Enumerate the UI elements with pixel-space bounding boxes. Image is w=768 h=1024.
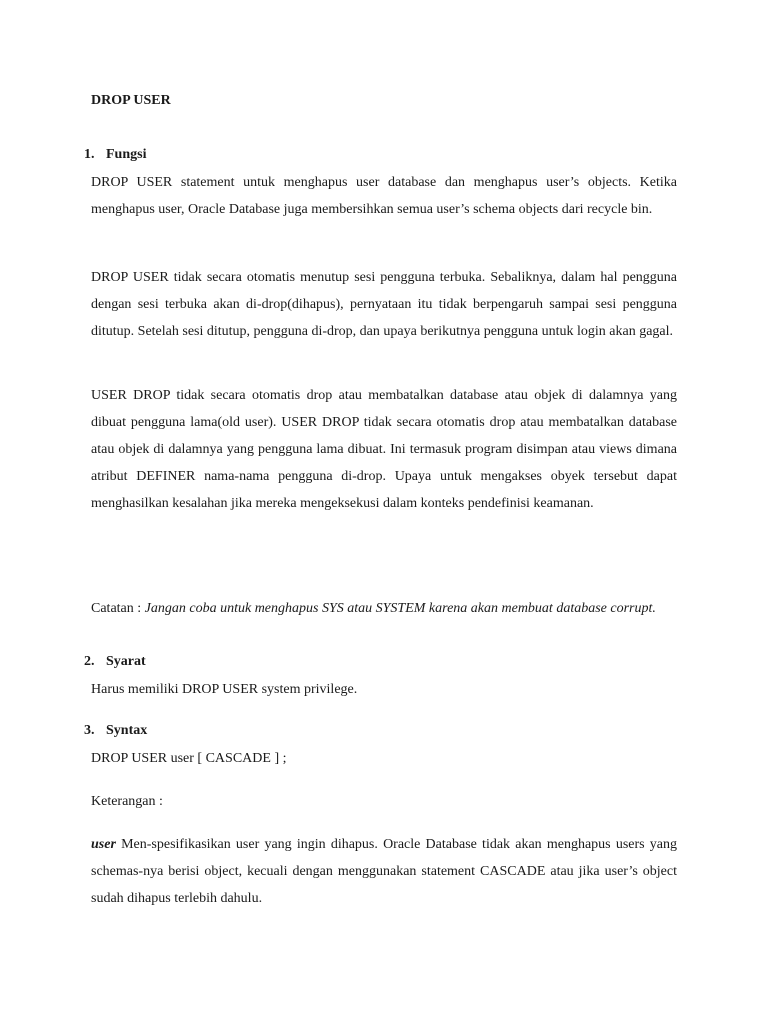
paragraph-syarat: Harus memiliki DROP USER system privilege. — [91, 682, 358, 697]
paragraph-fungsi-1: DROP USER statement untuk menghapus user database dan menghapus user’s objects. Ketika menghapus user, Oracle Database juga membersihkan semua user’s schema objects dari recycle bin. — [91, 175, 677, 217]
section-number: 1. — [84, 147, 95, 162]
section-heading-fungsi — [84, 147, 146, 163]
keterangan-label: Keterangan : — [91, 794, 163, 809]
document-title: DROP USER — [91, 93, 171, 108]
user-description-paragraph — [91, 831, 677, 912]
section-heading-text: Syntax — [106, 723, 148, 738]
section-number: 2. — [84, 654, 95, 669]
syntax-line: DROP USER user [ CASCADE ] ; — [91, 751, 287, 766]
section-heading-text: Syarat — [106, 654, 146, 669]
section-heading-syntax — [84, 723, 147, 739]
note-paragraph — [91, 595, 677, 622]
paragraph-fungsi-2: DROP USER tidak secara otomatis menutup sesi pengguna terbuka. Sebaliknya, dalam hal pengguna dengan sesi terbuka akan di-drop(dihapus), pernyataan itu tidak berpengaruh sampai sesi pengguna ditutup. Setelah sesi ditutup, pengguna di-drop, dan upaya berikutnya pengguna untuk login akan gagal. — [91, 270, 677, 339]
user-description: Men-spesifikasikan user yang ingin dihapus. Oracle Database tidak akan menghapus users yang schemas-nya berisi object, kecuali dengan menggunakan statement CASCADE atau jika user’s object sudah dihapus terlebih dahulu. — [91, 837, 677, 906]
user-term: user — [91, 837, 116, 852]
section-heading-text: Fungsi — [106, 147, 147, 162]
section-number: 3. — [84, 723, 95, 738]
section-heading-syarat — [84, 654, 146, 670]
note-label: Catatan : — [91, 601, 145, 616]
paragraph-fungsi-3: USER DROP tidak secara otomatis drop atau membatalkan database atau objek di dalamnya yang dibuat pengguna lama(old user). USER DROP tidak secara otomatis drop atau membatalkan database atau objek di dalamnya yang pengguna lama dibuat. Ini termasuk program disimpan atau views dimana atribut DEFINER nama-nama pengguna di-drop. Upaya untuk mengakses obyek tersebut dapat menghasilkan kesalahan jika mereka mengeksekusi dalam konteks pendefinisi keamanan. — [91, 388, 677, 511]
note-text: Jangan coba untuk menghapus SYS atau SYSTEM karena akan membuat database corrupt. — [144, 601, 656, 616]
